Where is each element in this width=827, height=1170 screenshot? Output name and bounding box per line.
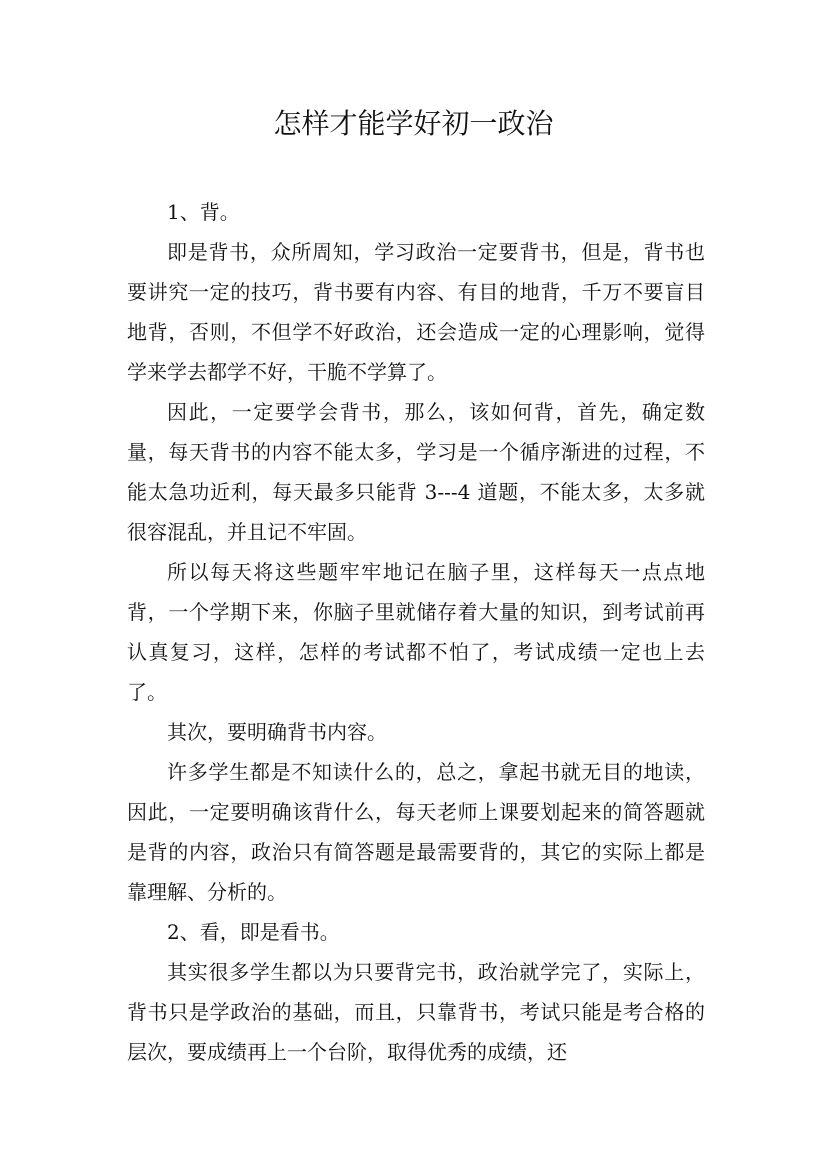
paragraph-5: 其次，要明确背书内容。 (167, 720, 387, 744)
paragraph-6: 许多学生都是不知读什么的，总之，拿起书就无目的地读，因此，一定要明确该背什么，每天老师上课要划起来的简答题就是背的内容，政治只有简答题是最需要背的，其它的实际上都是靠理解、分析的。 (127, 760, 705, 904)
document-title: 怎样才能学好初一政治 (273, 107, 554, 140)
paragraph-8: 其实很多学生都以为只要背完书，政治就学完了，实际上，背书只是学政治的基础，而且，只靠背书，考试只能是考合格的层次，要成绩再上一个台阶，取得优秀的成绩，还 (127, 960, 705, 1064)
paragraph-7: 2、看，即是看书。 (167, 920, 340, 944)
document-body (127, 192, 705, 1072)
paragraph-2: 即是背书，众所周知，学习政治一定要背书，但是，背书也要讲究一定的技巧，背书要有内容、有目的地背，千万不要盲目地背，否则，不但学不好政治，还会造成一定的心理影响，觉得学来学去都学不好，干脆不学算了。 (127, 240, 705, 384)
paragraph-3: 因此，一定要学会背书，那么，该如何背，首先，确定数量，每天背书的内容不能太多，学习是一个循序渐进的过程，不能太急功近利，每天最多只能背 3---4 道题，不能太多，太多就很容混乱，并且记不牢固。 (127, 400, 705, 544)
paragraph-4: 所以每天将这些题牢牢地记在脑子里，这样每天一点点地背，一个学期下来，你脑子里就储存着大量的知识，到考试前再认真复习，这样，怎样的考试都不怕了，考试成绩一定也上去了。 (127, 560, 705, 704)
paragraph-1: 1、背。 (167, 200, 240, 224)
